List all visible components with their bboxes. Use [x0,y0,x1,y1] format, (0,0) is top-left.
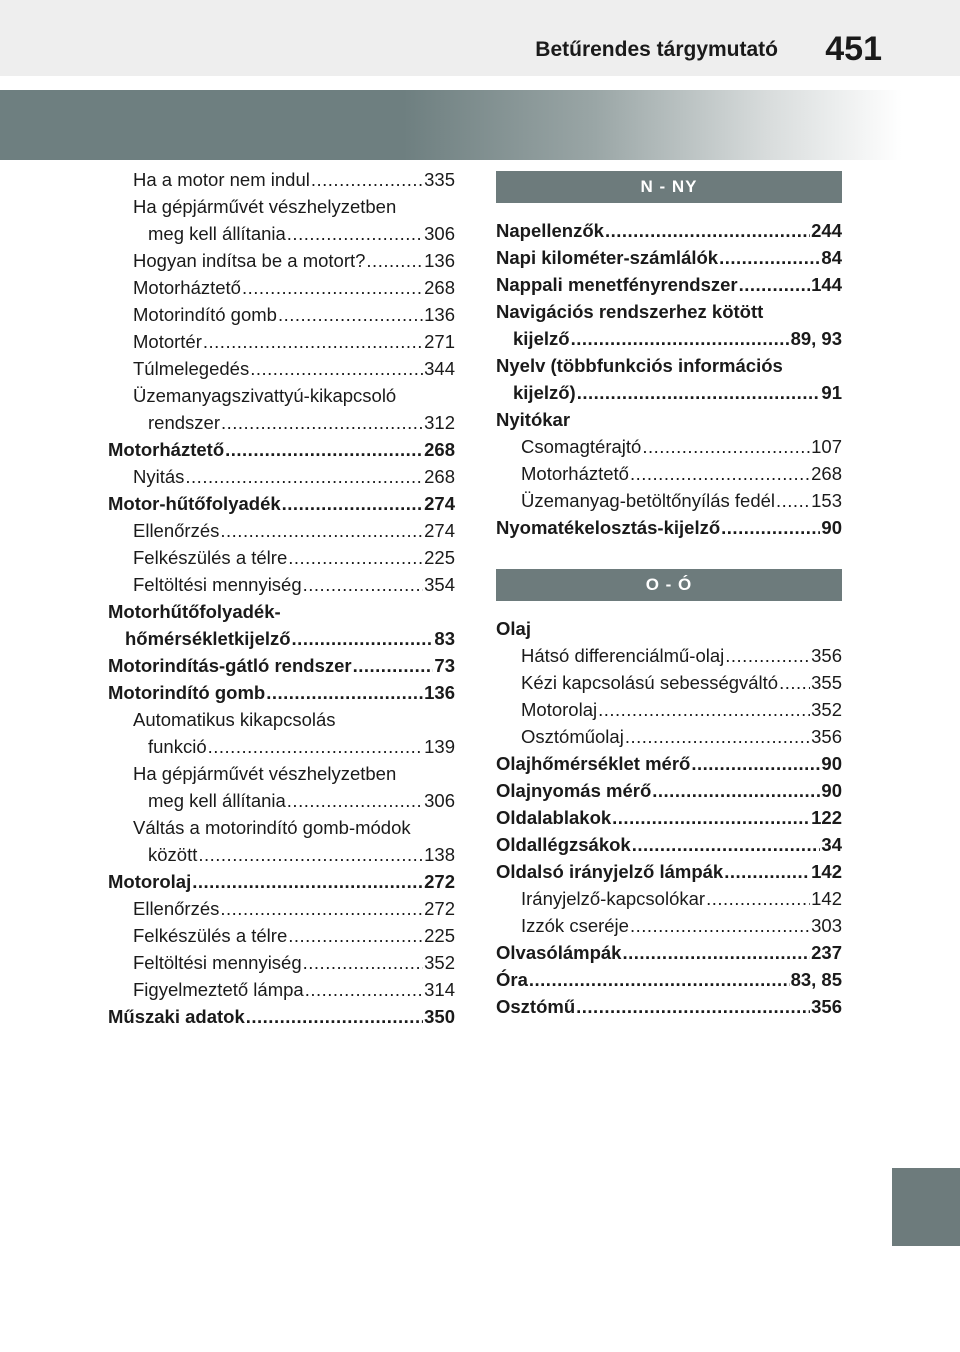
index-entry: Váltás a motorindító gomb-módok [133,817,411,838]
index-entry: Osztóműolaj ..... 356 [496,723,842,750]
chapter-tab [892,1168,960,1246]
index-entry-main: kijelző ..... 89, 93 [496,325,842,352]
index-entry-main: Motorindító gomb ..... 136 [108,679,455,706]
index-entry: Felkészülés a télre ..... 225 [108,544,455,571]
index-entry: rendszer ..... 312 [108,409,455,436]
index-entry-main: Motorháztető ..... 268 [108,436,455,463]
page-number: 451 [825,30,882,68]
index-entry: Feltöltési mennyiség ..... 354 [108,571,455,598]
index-entry: Ellenőrzés ..... 272 [108,895,455,922]
index-entry: Nyitás ..... 268 [108,463,455,490]
index-entry: Automatikus kikapcsolás [133,709,336,730]
index-entry-main: Olajhőmérséklet mérő ..... 90 [496,750,842,777]
index-entry: Motorindító gomb ..... 136 [108,301,455,328]
index-entry-main: Nappali menetfényrendszer ..... 144 [496,271,842,298]
index-entry: Motorháztető ..... 268 [496,460,842,487]
index-entry: között ..... 138 [108,841,455,868]
index-entry: Feltöltési mennyiség ..... 352 [108,949,455,976]
index-entry-main: Nyomatékelosztás-kijelző ..... 90 [496,514,842,541]
index-entry: meg kell állítania ..... 306 [108,787,455,814]
index-entry-main: Nyelv (többfunkciós információs [496,355,783,376]
letter-heading-o: O - Ó [496,569,842,601]
index-entry: Figyelmeztető lámpa ..... 314 [108,976,455,1003]
index-entry-main: Nyitókar [496,409,571,430]
index-entry-main: Motorolaj ..... 272 [108,868,455,895]
index-entry-main: Napellenzők ..... 244 [496,217,842,244]
index-entry-main: Motor-hűtőfolyadék ..... 274 [108,490,455,517]
index-entry-main: Műszaki adatok ..... 350 [108,1003,455,1030]
index-entry: Üzemanyag-betöltőnyílás fedél ..... 153 [496,487,842,514]
index-entry: meg kell állítania ..... 306 [108,220,455,247]
index-entry-main: Óra ..... 83, 85 [496,966,842,993]
index-entry-main: Motorhűtőfolyadék- [108,601,281,622]
index-entry-main: kijelző) ..... 91 [496,379,842,406]
index-entry: Csomagtérajtó ..... 107 [496,433,842,460]
section-title: Betűrendes tárgymutató [535,38,778,61]
index-entry-main: Oldallégzsákok ..... 34 [496,831,842,858]
index-entry-main: Olvasólámpák ..... 237 [496,939,842,966]
index-entry: Motorháztető ..... 268 [108,274,455,301]
header-bar [0,0,960,76]
spacer [496,541,842,564]
index-entry: Motortér ..... 271 [108,328,455,355]
index-entry: Motorolaj ..... 352 [496,696,842,723]
index-column-left [108,166,455,1030]
index-entry: Kézi kapcsolású sebességváltó ..... 355 [496,669,842,696]
index-entry: Hogyan indítsa be a motort? ..... 136 [108,247,455,274]
index-column-right [496,166,842,1020]
index-entry-main: Napi kilométer-számlálók ..... 84 [496,244,842,271]
index-entry-main: Oldalablakok ..... 122 [496,804,842,831]
index-entry: Irányjelző-kapcsolókar ..... 142 [496,885,842,912]
index-entry-main: Olajnyomás mérő ..... 90 [496,777,842,804]
index-entry: Ha gépjárművét vészhelyzetben [133,763,397,784]
decorative-band [0,90,960,160]
index-entry: Üzemanyagszivattyú-kikapcsoló [133,385,397,406]
index-entry-main: Osztómű ..... 356 [496,993,842,1020]
index-entry: Ellenőrzés ..... 274 [108,517,455,544]
index-entry: Túlmelegedés ..... 344 [108,355,455,382]
index-entry-main: Oldalsó irányjelző lámpák ..... 142 [496,858,842,885]
index-entry: Izzók cseréje ..... 303 [496,912,842,939]
index-entry-main: Navigációs rendszerhez kötött [496,301,764,322]
index-entry: Ha gépjárművét vészhelyzetben [133,196,397,217]
index-entry-main: Motorindítás-gátló rendszer ..... 73 [108,652,455,679]
index-entry: Felkészülés a télre ..... 225 [108,922,455,949]
index-entry: Ha a motor nem indul ..... 335 [108,166,455,193]
letter-heading-n-ny: N - NY [496,171,842,203]
index-entry: Hátsó differenciálmű-olaj ..... 356 [496,642,842,669]
index-entry: funkció ..... 139 [108,733,455,760]
index-entry-main: Olaj [496,618,531,639]
index-entry-main: hőmérsékletkijelző ..... 83 [108,625,455,652]
